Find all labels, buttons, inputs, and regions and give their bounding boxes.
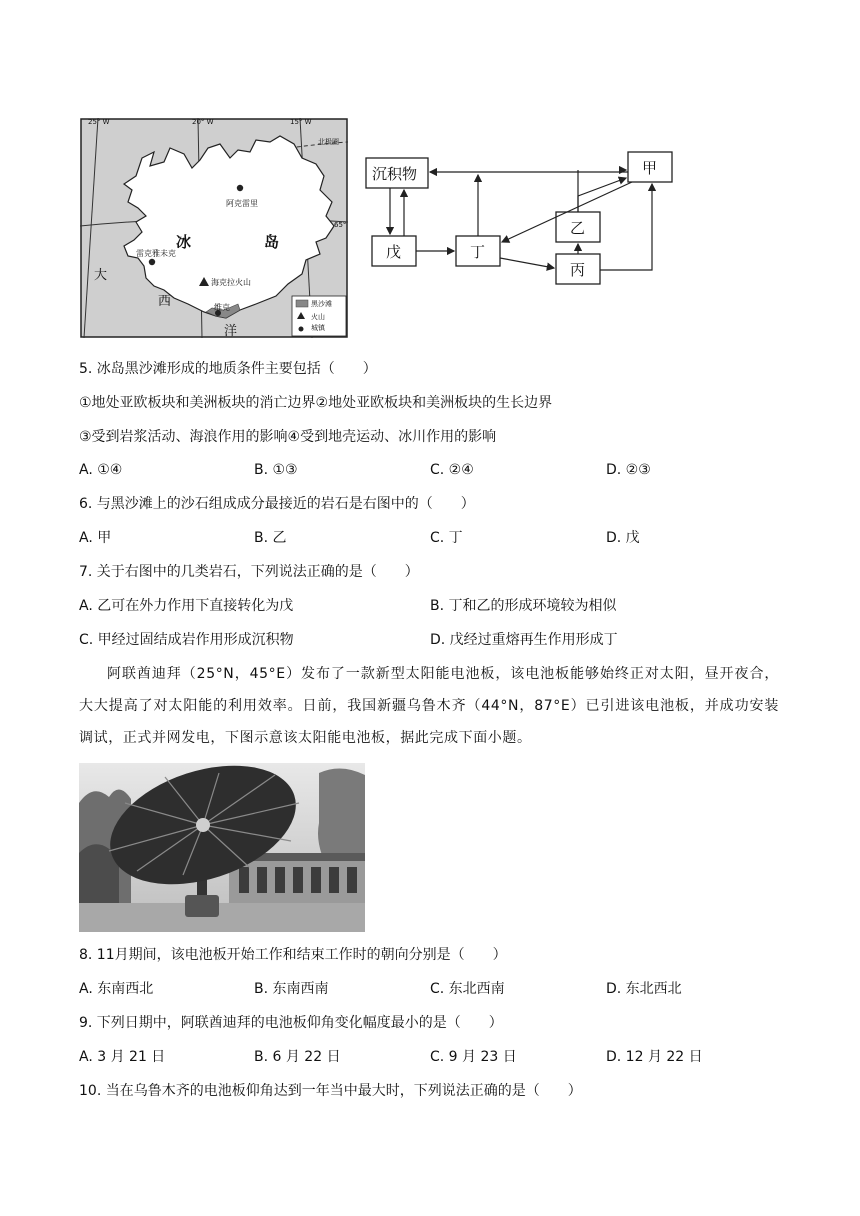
sea-label-da: 大	[94, 268, 108, 283]
node-yi: 乙	[570, 219, 586, 237]
question-5-statement-1: ①地处亚欧板块和美洲板块的消亡边界②地处亚欧板块和美洲板块的生长边界	[79, 395, 553, 411]
rock-cycle-diagram	[360, 148, 680, 293]
question-5-option-c: C. ②④	[430, 462, 474, 478]
node-ding: 丁	[470, 243, 486, 261]
question-10-stem: 10. 当在乌鲁木齐的电池板仰角达到一年当中最大时，下列说法正确的是（ ）	[79, 1083, 582, 1099]
node-wu: 戊	[386, 243, 402, 261]
country-label-bing: 冰	[176, 233, 192, 251]
question-6-option-d: D. 戊	[606, 530, 640, 546]
question-9-stem: 9. 下列日期中，阿联酋迪拜的电池板仰角变化幅度最小的是（ ）	[79, 1015, 503, 1031]
question-7-option-b: B. 丁和乙的形成环境较为相似	[430, 598, 617, 614]
vik-label: 维克	[214, 303, 230, 312]
question-7-stem: 7. 关于右图中的几类岩石，下列说法正确的是（ ）	[79, 564, 419, 580]
question-8-option-a: A. 东南西北	[79, 981, 154, 997]
question-6-stem: 6. 与黑沙滩上的沙石组成成分最接近的岩石是右图中的（ ）	[79, 496, 475, 512]
node-jia: 甲	[642, 159, 658, 177]
question-5-statement-2: ③受到岩浆活动、海浪作用的影响④受到地壳运动、冰川作用的影响	[79, 429, 497, 445]
question-7-option-a: A. 乙可在外力作用下直接转化为戊	[79, 598, 294, 614]
solar-panel-photo	[79, 763, 365, 932]
question-6-option-b: B. 乙	[254, 530, 287, 546]
hekla-label: 海克拉火山	[211, 278, 251, 287]
question-9-option-b: B. 6 月 22 日	[254, 1049, 341, 1065]
question-6-option-a: A. 甲	[79, 530, 112, 546]
legend-volcano: 火山	[311, 313, 325, 321]
sea-label-xi: 西	[158, 294, 172, 309]
passage-text: 阿联酋迪拜（25°N，45°E）发布了一款新型太阳能电池板，该电池板能够始终正对太阳，昼开夜合，大大提高了对太阳能的利用效率。日前，我国新疆乌鲁木齐（44°N，87°E）已引进该电池板，并成功安装调试，正式并网发电，下图示意该太阳能电池板，据此完成下面小题。	[79, 666, 779, 746]
question-5-option-d: D. ②③	[606, 462, 651, 478]
question-9-option-c: C. 9 月 23 日	[430, 1049, 517, 1065]
reykjavik-city-icon	[149, 259, 155, 265]
lat-label-65: 65°	[334, 221, 347, 229]
question-9-option-a: A. 3 月 21 日	[79, 1049, 166, 1065]
reykjavik-label: 雷克雅未克	[136, 249, 176, 258]
question-5-option-b: B. ①③	[254, 462, 298, 478]
question-7-option-c: C. 甲经过固结成岩作用形成沉积物	[79, 632, 294, 648]
legend-beach: 黑沙滩	[311, 300, 332, 308]
arctic-circle-label: 北极圈	[318, 138, 339, 146]
question-9-option-d: D. 12 月 22 日	[606, 1049, 703, 1065]
question-5-option-a: A. ①④	[79, 462, 123, 478]
legend-town: 城镇	[311, 324, 325, 332]
lon-label-20w: 20° W	[192, 118, 214, 126]
lon-label-25w: 25° W	[88, 118, 110, 126]
country-label-dao: 岛	[264, 233, 280, 251]
question-8-option-c: C. 东北西南	[430, 981, 505, 997]
sea-label-yang: 洋	[224, 324, 238, 339]
lon-label-15w: 15° W	[290, 118, 312, 126]
akureyri-city-icon	[237, 185, 243, 191]
question-7-option-d: D. 戊经过重熔再生作用形成丁	[430, 632, 618, 648]
node-sediment: 沉积物	[372, 165, 418, 183]
question-8-stem: 8. 11月期间，该电池板开始工作和结束工作时的朝向分别是（ ）	[79, 947, 507, 963]
question-5-stem: 5. 冰岛黑沙滩形成的地质条件主要包括（ ）	[79, 361, 377, 377]
question-8-option-b: B. 东南西南	[254, 981, 329, 997]
akureyri-label: 阿克雷里	[226, 199, 258, 208]
question-6-option-c: C. 丁	[430, 530, 463, 546]
node-bing: 丙	[570, 261, 586, 279]
question-8-option-d: D. 东北西北	[606, 981, 682, 997]
iceland-map	[80, 118, 348, 338]
